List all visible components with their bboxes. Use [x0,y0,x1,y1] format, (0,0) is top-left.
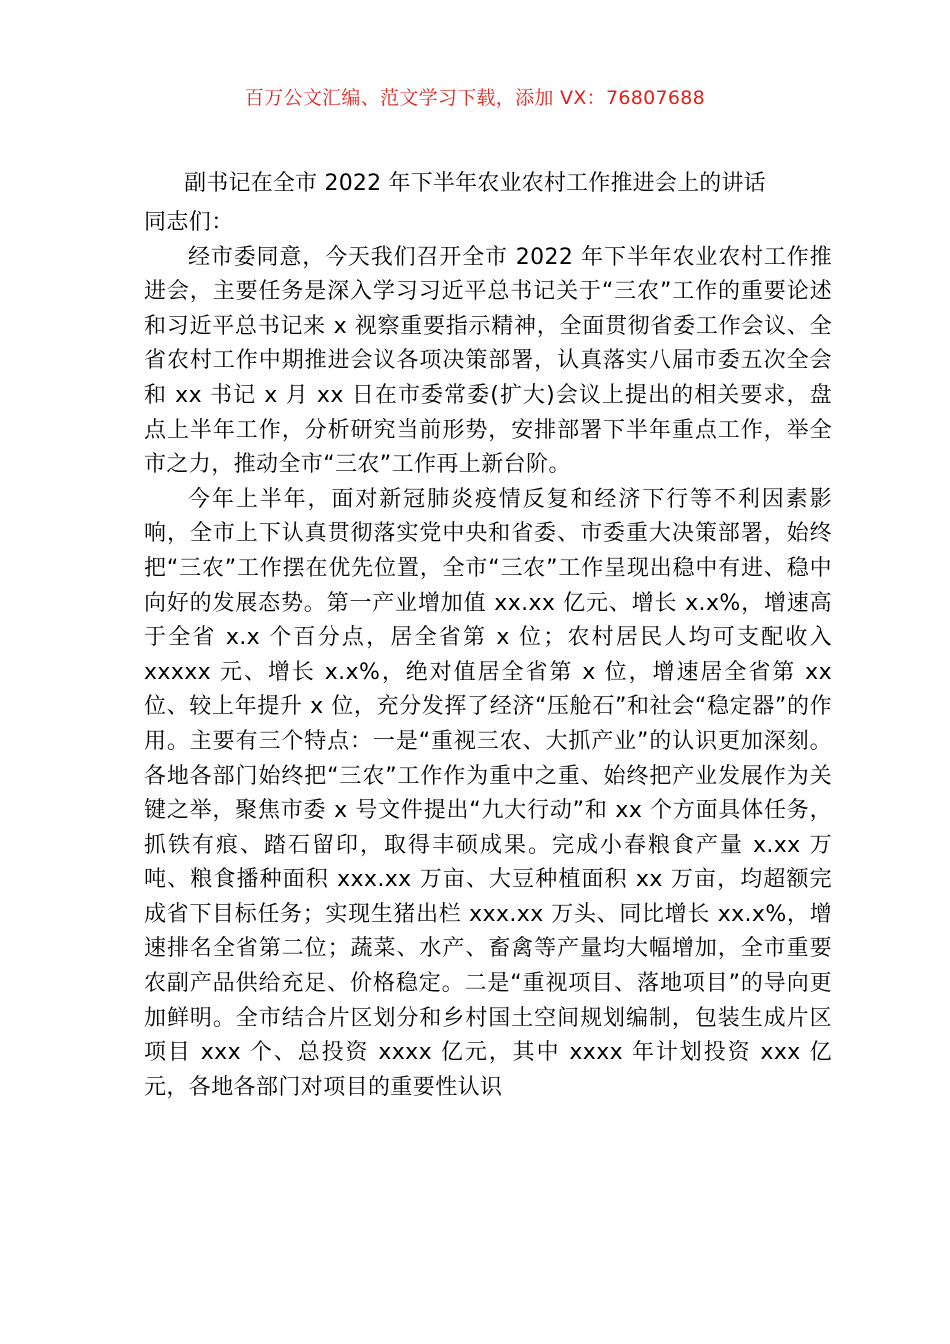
paragraph-first-half-review: 今年上半年，面对新冠肺炎疫情反复和经济下行等不利因素影响，全市上下认真贯彻落实党中央和省委、市委重大决策部署，始终把“三农”工作摆在优先位置，全市“三农”工作呈现出稳中有进、稳中向好的发展态势。第一产业增加值 xx.xx 亿元、增长 x.x%，增速高于全省 x.x 个百分点，居全省第 x 位；农村居民人均可支配收入 xxxxx 元、增长 x.x%，绝对值居全省第 x 位，增速居全省第 xx 位、较上年提升 x 位，充分发挥了经济“压舱石”和社会“稳定器”的作用。主要有三个特点：一是“重视三农、大抓产业”的认识更加深刻。各地各部门始终把“三农”工作作为重中之重、始终把产业发展作为关键之举，聚焦市委 x 号文件提出“九大行动”和 xx 个方面具体任务，抓铁有痕、踏石留印，取得丰硕成果。完成小春粮食产量 x.xx 万吨、粮食播种面积 xxx.xx 万亩、大豆种植面积 xx 万亩，均超额完成省下目标任务；实现生猪出栏 xxx.xx 万头、同比增长 xx.x%，增速排名全省第二位；蔬菜、水产、畜禽等产量均大幅增加，全市重要农副产品供给充足、价格稳定。二是“重视项目、落地项目”的导向更加鲜明。全市结合片区划分和乡村国土空间规划编制，包装生成片区项目 xxx 个、总投资 xxxx 亿元，其中 xxxx 年计划投资 xxx 亿元，各地各部门对项目的重要性认识 [144,486,832,1100]
page-title: 副书记在全市 2022 年下半年农业农村工作推进会上的讲话 [184,171,766,196]
salutation: 同志们： [144,210,234,235]
paragraph-intro: 经市委同意，今天我们召开全市 2022 年下半年农业农村工作推进会，主要任务是深入学习习近平总书记关于“三农”工作的重要论述和习近平总书记来 x 视察重要指示精神，全面贯彻省委工作会议、全省农村工作中期推进会议各项决策部署，认真落实八届市委五次全会和 xx 书记 x 月 xx 日在市委常委(扩大)会议上提出的相关要求，盘点上半年工作，分析研究当前形势，安排部署下半年重点工作，举全市之力，推动全市“三农”工作再上新台阶。 [144,244,832,478]
document-body [144,206,832,1105]
promo-banner: 百万公文汇编、范文学习下载，添加 VX：76807688 [244,87,706,109]
